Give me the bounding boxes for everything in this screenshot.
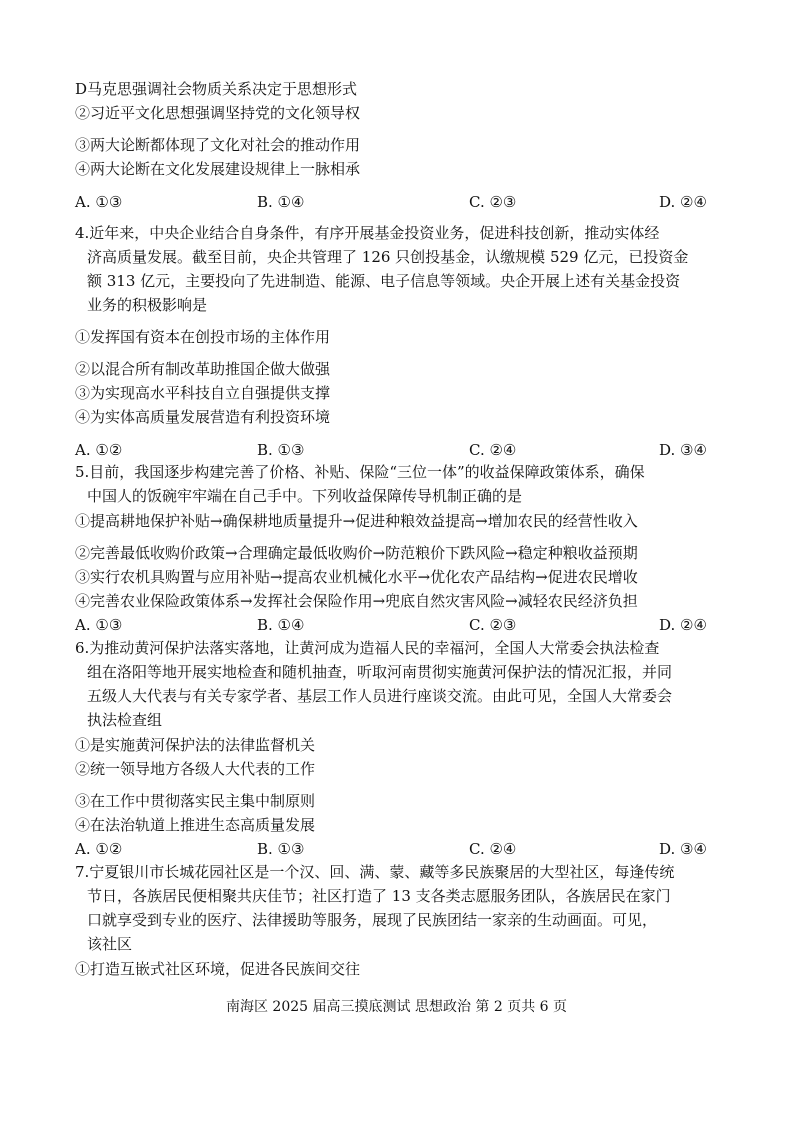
- q6-item-2: ②统一领导地方各级人大代表的工作: [75, 760, 316, 778]
- q5-option-c[interactable]: C. ②③: [469, 616, 517, 634]
- q4-item-1: ①发挥国有资本在创投市场的主体作用: [75, 328, 331, 346]
- q7-stem-line: 口就享受到专业的医疗、法律援助等服务，展现了民族团结一家亲的生动画面。可见，: [87, 911, 658, 929]
- q3-item-d: D马克思强调社会物质关系决定于思想形式: [75, 80, 358, 98]
- q5-item-4: ④完善农业保险政策体系→发挥社会保险作用→兜底自然灾害风险→减轻农民经济负担: [75, 592, 638, 610]
- q4-option-c[interactable]: C. ②④: [469, 441, 517, 459]
- q5-item-3: ③实行农机具购置与应用补贴→提高农业机械化水平→优化农产品结构→促进农民增收: [75, 568, 638, 586]
- q4-item-2: ②以混合所有制改革助推国企做大做强: [75, 360, 331, 378]
- q6-options: [75, 840, 720, 858]
- q3-option-b[interactable]: B. ①④: [257, 193, 305, 211]
- q4-stem-line: 济高质量发展。截至目前，央企共管理了 126 只创投基金，认缴规模 529 亿元，已投资金: [87, 248, 689, 266]
- q6-option-c[interactable]: C. ②④: [469, 840, 517, 858]
- q4-option-d[interactable]: D. ③④: [659, 441, 707, 459]
- q4-stem-line: 额 313 亿元，主要投向了先进制造、能源、电子信息等领域。央企开展上述有关基金投资: [87, 272, 681, 290]
- q6-stem-line: 6.为推动黄河保护法落实落地，让黄河成为造福人民的幸福河，全国人大常委会执法检查: [75, 639, 660, 657]
- q3-item-3: ③两大论断都体现了文化对社会的推动作用: [75, 136, 361, 154]
- q6-item-1: ①是实施黄河保护法的法律监督机关: [75, 736, 316, 754]
- q5-stem-line: 5.目前，我国逐步构建完善了价格、补贴、保险“三位一体”的收益保障政策体系，确保: [75, 463, 645, 481]
- q4-stem-line: 4.近年来，中央企业结合自身条件，有序开展基金投资业务，促进科技创新，推动实体经: [75, 224, 660, 242]
- q7-stem-line: 节日，各族居民便相聚共庆佳节；社区打造了 13 支各类志愿服务团队，各族居民在家门: [87, 887, 671, 905]
- q7-stem-line: 7.宁夏银川市长城花园社区是一个汉、回、满、蒙、藏等多民族聚居的大型社区，每逢传统: [75, 863, 675, 881]
- q3-option-d[interactable]: D. ②④: [659, 193, 707, 211]
- q5-stem-line: 中国人的饭碗牢牢端在自己手中。下列收益保障传导机制正确的是: [87, 487, 523, 505]
- q5-option-d[interactable]: D. ②④: [659, 616, 707, 634]
- q7-stem-line: 该社区: [87, 935, 133, 953]
- q6-item-3: ③在工作中贯彻落实民主集中制原则: [75, 792, 316, 810]
- q4-option-a[interactable]: A. ①②: [75, 441, 123, 459]
- q6-option-b[interactable]: B. ①③: [257, 840, 305, 858]
- q6-option-d[interactable]: D. ③④: [659, 840, 707, 858]
- q3-option-c[interactable]: C. ②③: [469, 193, 517, 211]
- q3-options: [75, 193, 720, 211]
- page-footer: 南海区 2025 届高三摸底测试 思想政治 第 2 页共 6 页: [225, 999, 568, 1015]
- q5-item-1: ①提高耕地保护补贴→确保耕地质量提升→促进种粮效益提高→增加农民的经营性收入: [75, 512, 638, 530]
- q7-item-1: ①打造互嵌式社区环境，促进各民族间交往: [75, 960, 361, 978]
- q6-stem-line: 执法检查组: [87, 711, 163, 729]
- q4-stem-line: 业务的积极影响是: [87, 296, 208, 314]
- q3-item-4: ④两大论断在文化发展建设规律上一脉相承: [75, 160, 361, 178]
- q5-option-b[interactable]: B. ①④: [257, 616, 305, 634]
- q6-option-a[interactable]: A. ①②: [75, 840, 123, 858]
- q4-item-4: ④为实体高质量发展营造有利投资环境: [75, 408, 331, 426]
- q4-item-3: ③为实现高水平科技自立自强提供支撑: [75, 384, 331, 402]
- q6-stem-line: 组在洛阳等地开展实地检查和随机抽查，听取河南贯彻实施黄河保护法的情况汇报，并同: [87, 663, 673, 681]
- q6-item-4: ④在法治轨道上推进生态高质量发展: [75, 816, 316, 834]
- q3-item-2: ②习近平文化思想强调坚持党的文化领导权: [75, 104, 361, 122]
- q3-option-a[interactable]: A. ①③: [75, 193, 123, 211]
- q4-option-b[interactable]: B. ①③: [257, 441, 305, 459]
- q6-stem-line: 五级人大代表与有关专家学者、基层工作人员进行座谈交流。由此可见，全国人大常委会: [87, 687, 673, 705]
- q4-options: [75, 441, 720, 459]
- q5-option-a[interactable]: A. ①③: [75, 616, 123, 634]
- q5-item-2: ②完善最低收购价政策→合理确定最低收购价→防范粮价下跌风险→稳定种粮收益预期: [75, 544, 638, 562]
- q5-options: [75, 616, 720, 634]
